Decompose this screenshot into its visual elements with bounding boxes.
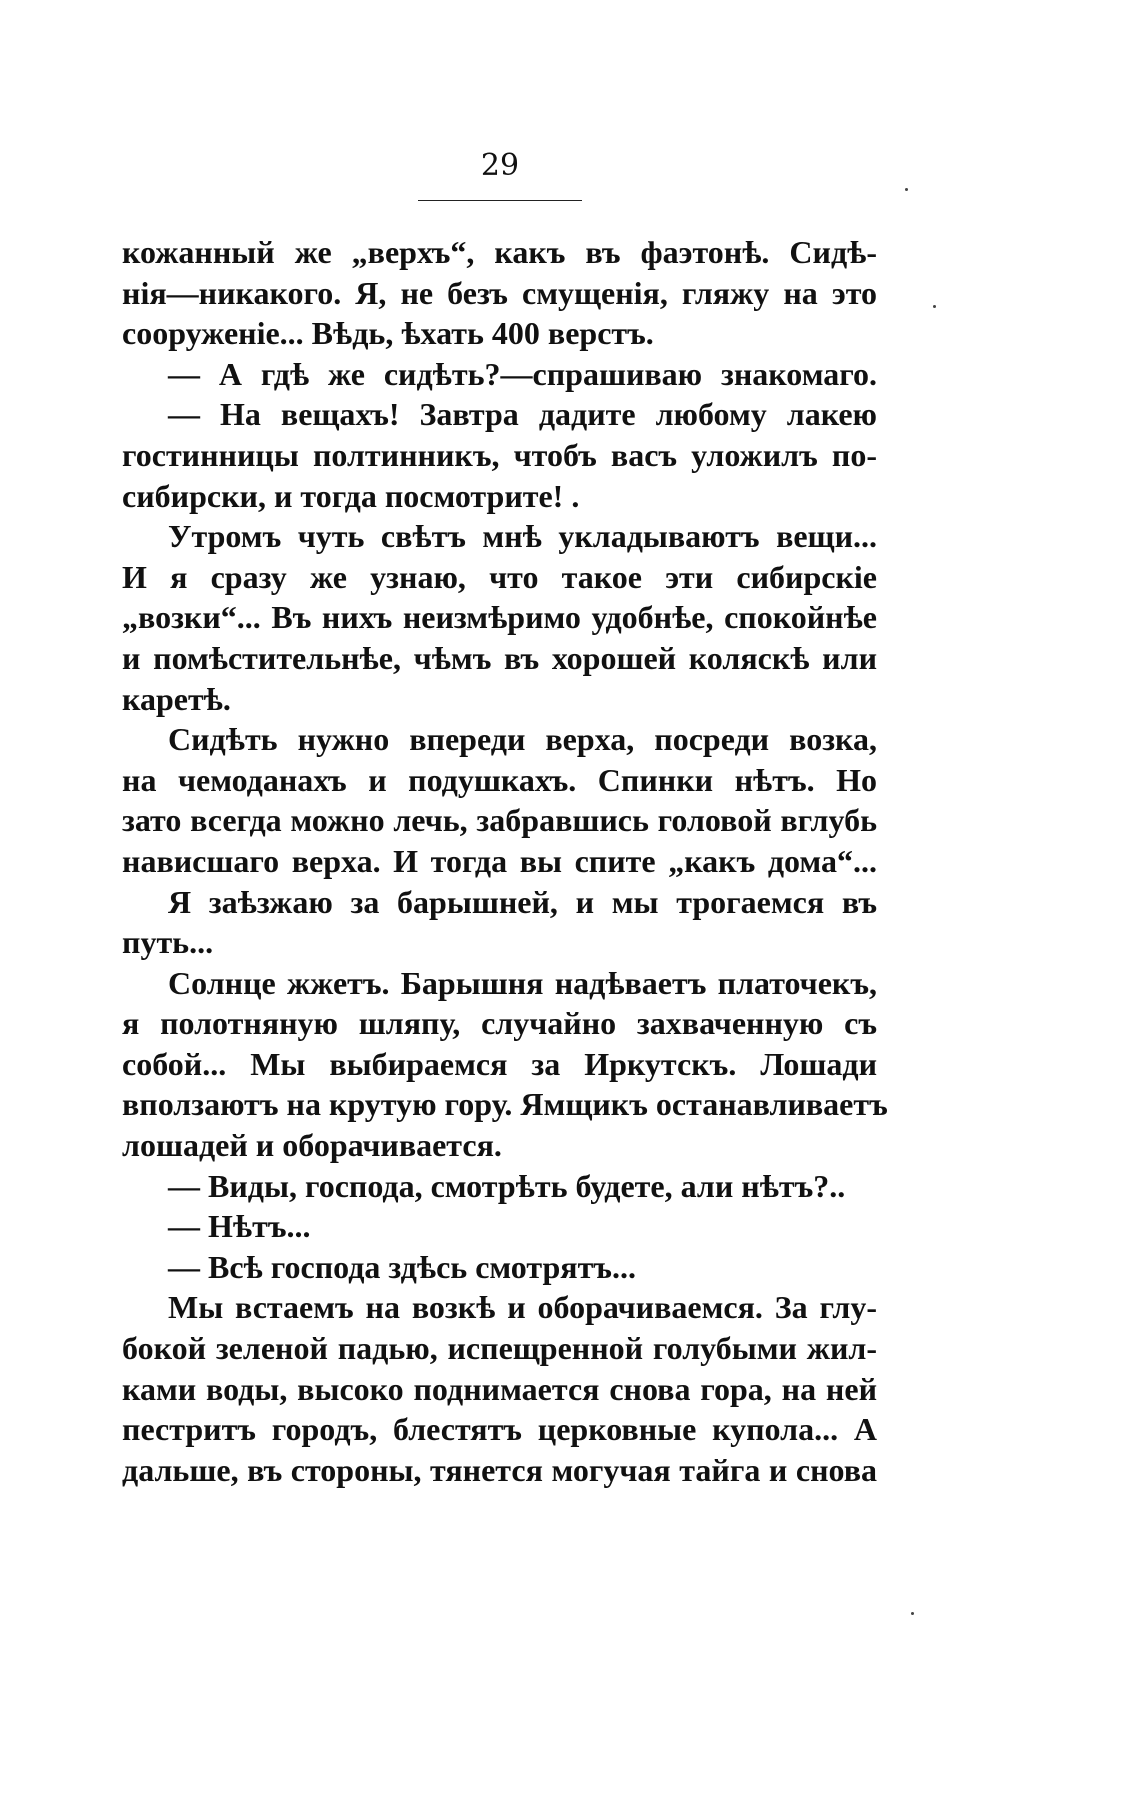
text-line: — Всѣ господа здѣсь смотрятъ... (168, 1248, 636, 1285)
text-line: „возки“... Въ нихъ неизмѣримо удобнѣе, спокойнѣе (122, 599, 877, 636)
text-line: ками воды, высоко поднимается снова гора, на ней (122, 1370, 877, 1407)
text-line: дальше, въ стороны, тянется могучая тайга и снова (122, 1451, 877, 1488)
scan-speck (911, 1612, 914, 1615)
body-text (122, 232, 888, 1490)
page-number: 29 (480, 148, 520, 183)
text-line: И я сразу же узнаю, что такое эти сибирскіе (122, 558, 877, 595)
text-line: бокой зеленой падью, испещренной голубыми жил- (122, 1330, 877, 1367)
text-line: зато всегда можно лечь, забравшись головой вглубь (122, 802, 877, 839)
header-rule (418, 200, 582, 201)
text-line: каретѣ. (122, 680, 231, 717)
text-line: — А гдѣ же сидѣть?—спрашиваю знакомаго. (168, 355, 877, 392)
text-line: кожанный же „верхъ“, какъ въ фаэтонѣ. Сидѣ- (122, 234, 877, 270)
text-line: я полотняную шляпу, случайно захваченную съ (122, 1005, 877, 1042)
text-line: Я заѣзжаю за барышней, и мы трогаемся въ (168, 883, 877, 920)
text-line: — На вещахъ! Завтра дадите любому лакею (168, 396, 877, 433)
text-line: сибирски, и тогда посмотрите! . (122, 477, 580, 514)
text-line: — Виды, господа, смотрѣть будете, али нѣтъ?.. (168, 1167, 846, 1204)
text-line: путь... (122, 924, 214, 961)
text-line: лошадей и оборачивается. (122, 1127, 502, 1164)
scan-speck (933, 305, 936, 308)
text-line: гостинницы полтинникъ, чтобъ васъ уложилъ по- (122, 436, 877, 473)
text-line: и помѣстительнѣе, чѣмъ въ хорошей коляскѣ или (122, 639, 877, 676)
text-line: нія—никакого. Я, не безъ смущенія, гляжу на это (122, 274, 877, 311)
text-line: пестритъ городъ, блестятъ церковные купола... А (122, 1411, 877, 1448)
text-line: Солнце жжетъ. Барышня надѣваетъ платочекъ, (168, 964, 877, 1001)
text-line: собой... Мы выбираемся за Иркутскъ. Лошади (122, 1045, 877, 1082)
text-line: Утромъ чуть свѣтъ мнѣ укладываютъ вещи... (168, 518, 877, 555)
text-line: вползаютъ на крутую гору. Ямщикъ останавливаетъ (122, 1086, 888, 1123)
text-line: Мы встаемъ на возкѣ и оборачиваемся. За глу- (168, 1289, 877, 1326)
scan-speck (905, 188, 908, 191)
text-line: сооруженіе... Вѣдь, ѣхать 400 верстъ. (122, 315, 654, 352)
text-line: на чемоданахъ и подушкахъ. Спинки нѣтъ. Но (122, 761, 877, 798)
text-line: — Нѣтъ... (168, 1208, 311, 1245)
text-line: нависшаго верха. И тогда вы спите „какъ дома“... (122, 842, 877, 879)
text-line: Сидѣть нужно впереди верха, посреди возка, (168, 721, 877, 758)
